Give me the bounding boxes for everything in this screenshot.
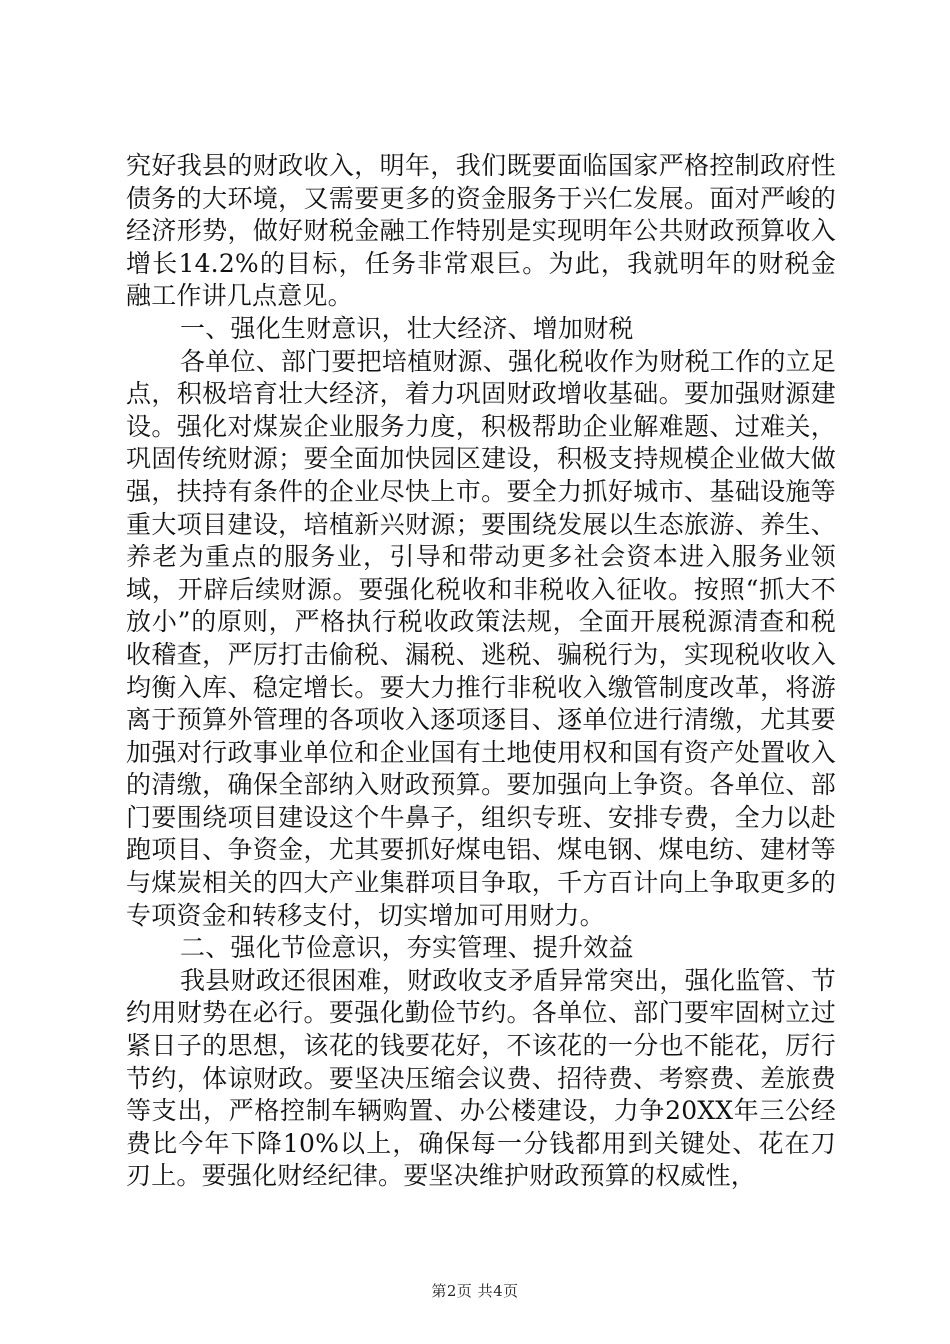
- page-footer: 第2页 共4页: [431, 1282, 519, 1300]
- section-heading-2: 二、强化节俭意识，夯实管理、提升效益: [180, 933, 634, 963]
- paragraph-section-1: 各单位、部门要把培植财源、强化税收作为财税工作的立足点，积极培育壮大经济，着力巩固财政增收基础。要加强财源建设。强化对煤炭企业服务力度，积极帮助企业解难题、过难关，巩固传统财源；要全面加快园区建设，积极支持规模企业做大做强，扶持有条件的企业尽快上市。要全力抓好城市、基础设施等重大项目建设，培植新兴财源；要围绕发展以生态旅游、养生、养老为重点的服务业，引导和带动更多社会资本进入服务业领域，开辟后续财源。要强化税收和非税收入征收。按照“抓大不放小”的原则，严格执行税收政策法规，全面开展税源清查和税收稽查，严厉打击偷税、漏税、逃税、骗税行为，实现税收收入均衡入库、稳定增长。要大力推行非税收入缴管制度改革，将游离于预算外管理的各项收入逐项逐目、逐单位进行清缴，尤其要加强对行政事业单位和企业国有土地使用权和国有资产处置收入的清缴，确保全部纳入财政预算。要加强向上争资。各单位、部门要围绕项目建设这个牛鼻子，组织专班、安排专费，全力以赴跑项目、争资金，尤其要抓好煤电铝、煤电钢、煤电纺、建材等与煤炭相关的四大产业集群项目争取，千方百计向上争取更多的专项资金和转移支付，切实增加可用财力。: [126, 346, 836, 930]
- paragraph-section-2: 我县财政还很困难，财政收支矛盾异常突出，强化监管、节约用财势在必行。要强化勤俭节约。各单位、部门要牢固树立过紧日子的思想，该花的钱要花好，不该花的一分也不能花，厉行节约，体谅财政。要坚决压缩会议费、招待费、考察费、差旅费等支出，严格控制车辆购置、办公楼建设，力争20XX年三公经费比今年下降10%以上，确保每一分钱都用到关键处、花在刀刃上。要强化财经纪律。要坚决维护财政预算的权威性，: [126, 965, 836, 1191]
- paragraph-intro: 究好我县的财政收入，明年，我们既要面临国家严格控制政府性债务的大环境，又需要更多的资金服务于兴仁发展。面对严峻的经济形势，做好财税金融工作特别是实现明年公共财政预算收入增长14.2%的目标，任务非常艰巨。为此，我就明年的财税金融工作讲几点意见。: [126, 151, 836, 311]
- section-heading-1: 一、强化生财意识，壮大经济、增加财税: [180, 313, 634, 343]
- document-body: [126, 150, 836, 1193]
